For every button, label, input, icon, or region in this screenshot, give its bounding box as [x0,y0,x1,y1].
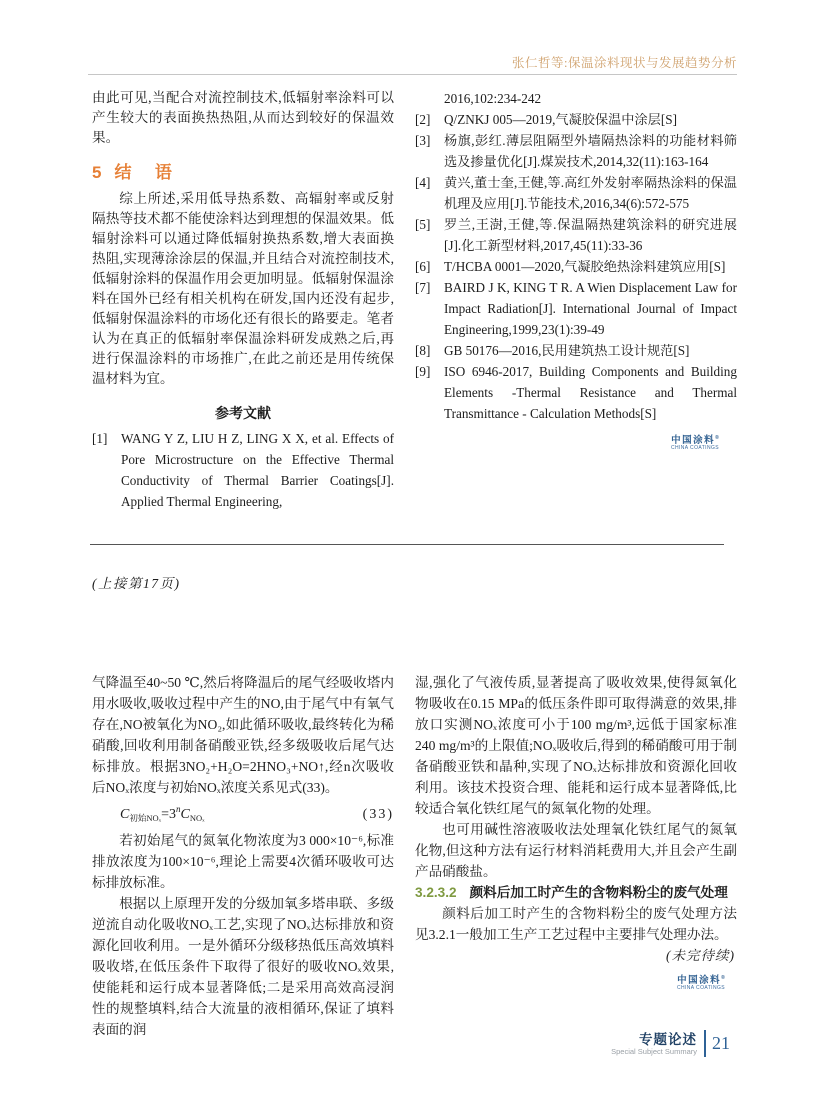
reference-text: T/HCBA 0001—2020,气凝胶绝热涂料建筑应用[S] [444,259,726,274]
footer-section-cn: 专题论述 [639,1031,697,1047]
equation-33 [92,799,394,829]
reference-item [415,109,737,130]
section-title: 结 语 [114,163,182,182]
to-be-continued-note: (未完待续) [666,948,735,963]
article-divider-rule [90,544,724,545]
running-head: 张仁哲等:保温涂料现状与发展趋势分析 [512,56,737,70]
paragraph: 若初始尾气的氮氧化物浓度为3 000×10⁻⁶,标准排放浓度为100×10⁻⁶,理论上需要4次循环吸收可达标排放标准。 [92,833,394,890]
page-number: 21 [712,1033,730,1053]
reference-label: [9] [415,364,431,379]
references-heading: 参考文献 [215,405,271,421]
reference-text: 杨旗,彭红.薄层阻隔型外墙隔热涂料的功能材料筛选及掺量优化[J].煤炭技术,2014,32(11):163-164 [444,133,737,169]
page-footer [611,1030,730,1057]
reference-text: ISO 6946-2017, Building Components and Building Elements -Thermal Resistance and Thermal Transmittance - Calculation Methods[S] [444,364,737,421]
reference-text: BAIRD J K, KING T R. A Wien Displacement Law for Impact Radiation[J]. International Journal of Impact Engineering,1999,23(1):39-49 [444,280,737,337]
reference-continuation: 2016,102:234-242 [444,91,542,106]
reference-text: WANG Y Z, LIU H Z, LING X X, et al. Effects of Pore Microstructure on the Effective Thermal Conductivity of Thermal Barrier Coatings[J]. Applied Thermal Engineering, [121,431,394,509]
subsection-number: 3.2.3.2 [415,885,457,900]
reference-label: [8] [415,343,431,358]
reference-item [415,340,737,361]
reference-item [415,214,737,256]
china-coatings-logo [677,976,725,992]
registered-mark: ® [715,435,719,441]
reference-label: [4] [415,175,431,190]
subsection-heading [415,882,737,903]
reference-text: 黄兴,董士奎,王健,等.高红外发射率隔热涂料的保温机理及应用[J].节能技术,2016,34(6):572-575 [444,175,737,211]
logo-text-en: CHINA COATINGS [676,985,725,992]
reference-item [415,256,737,277]
logo-text-cn: 中国涂料® [671,435,719,446]
registered-mark: ® [721,975,725,981]
continued-from-note: (上接第17页) [92,576,181,591]
paragraph-continued: 由此可见,当配合对流控制技术,低辐射率涂料可以产生较大的表面换热热阻,从而达到较好的保温效果。 [92,90,394,145]
reference-text: Q/ZNKJ 005—2019,气凝胶保温中涂层[S] [444,112,677,127]
reference-label: [5] [415,217,431,232]
article-1 [92,88,737,512]
reference-item [415,361,737,424]
conclusion-paragraph: 综上所述,采用低导热系数、高辐射率或反射隔热等技术都不能使涂料达到理想的保温效果。低辐射涂料可以通过降低辐射换热系数,增大表面换热阻,实现薄涂涂层的保温,并且结合对流控制技术,低辐射涂料的保温作用会更加明显。低辐射保温涂料在国外已经有相关机构在研发,国内还没有起步,低辐射保温涂料的市场化还有很长的路要走。笔者认为在真正的低辐射率保温涂料研发成熟之后,再进行保温涂料的市场推广,在此之前还是用传统保温材料为宜。 [92,191,394,386]
reference-label: [3] [415,133,431,148]
footer-section-en: Special Subject Summary [611,1046,697,1056]
subsection-title: 颜料后加工时产生的含物料粉尘的废气处理 [469,885,728,900]
paragraph: 根据以上原理开发的分级加氧多塔串联、多级逆流自动化吸收NOₓ工艺,实现了NOₓ达标排放和资源化回收利用。一是外循环分级移热低压高效填料吸收塔,在低压条件下取得了很好的吸收NOₓ效果,使能耗和运行成本显著降低;二是采用高效高浸润性的规整填料,结合大流量的液相循环,保证了填料表面的润 [92,896,394,1037]
paragraph: 气降温至40~50 ℃,然后将降温后的尾气经吸收塔内用水吸收,吸收过程中产生的NO,由于尾气中有氧气存在,NO被氧化为NO₂,如此循环吸收,最终转化为稀硝酸,回收利用制备硝酸亚铁,经多级吸收后尾气达标排放。根据3NO₂+H₂O=2HNO₃+NO↑,经n次吸收后NOₓ浓度与初始NOₓ浓度关系见式(33)。 [92,675,394,795]
article-2-right-column [415,672,737,1040]
equation-number: (33) [362,807,394,822]
paragraph: 颜料后加工时产生的含物料粉尘的废气处理方法见3.2.1一般加工生产工艺过程中主要排气处理办法。 [415,906,737,942]
article-2-left-column [92,672,394,1040]
article-1-left-column [92,88,394,512]
article-1-right-column [415,88,737,512]
reference-label: [2] [415,112,431,127]
reference-text: GB 50176—2016,民用建筑热工设计规范[S] [444,343,690,358]
reference-text: 罗兰,王澍,王健,等.保温隔热建筑涂料的研究进展[J].化工新型材料,2017,45(11):33-36 [444,217,737,253]
reference-item [415,130,737,172]
equation-body: $C_{初始NO_x}=3^nC_{NO_x}$ [120,804,205,823]
logo-text-cn: 中国涂料® [677,975,725,986]
article-2 [92,672,737,1040]
section-heading-conclusion [92,158,394,183]
header-rule [88,74,737,75]
logo-text-en: CHINA COATINGS [670,445,719,452]
paragraph: 湿,强化了气液传质,显著提高了吸收效果,使得氮氧化物吸收在0.15 MPa的低压条件即可取得满意的效果,排放口实测NOₓ浓度可小于100 mg/m³,远低于国家标准240 mg/m³的上限值;NOₓ吸收后,得到的稀硝酸可用于制备硝酸亚铁和晶种,实现了NOₓ达标排放和资源化回收利用。该技术投资合理、能耗和运行成本显著降低,比较适合氧化铁红尾气的氮氧化物的处理。 [415,675,737,816]
reference-label: [1] [92,431,108,446]
paragraph: 也可用碱性溶液吸收法处理氧化铁红尾气的氮氧化物,但这种方法有运行材料消耗费用大,并且会产生副产品硝酸盐。 [415,822,737,879]
reference-item [92,428,394,512]
reference-label: [7] [415,280,431,295]
reference-item [415,172,737,214]
footer-section-labels [611,1032,697,1056]
reference-item [415,277,737,340]
china-coatings-logo [671,436,719,452]
reference-label: [6] [415,259,431,274]
section-number: 5 [92,163,102,182]
footer-divider-bar [704,1030,706,1057]
